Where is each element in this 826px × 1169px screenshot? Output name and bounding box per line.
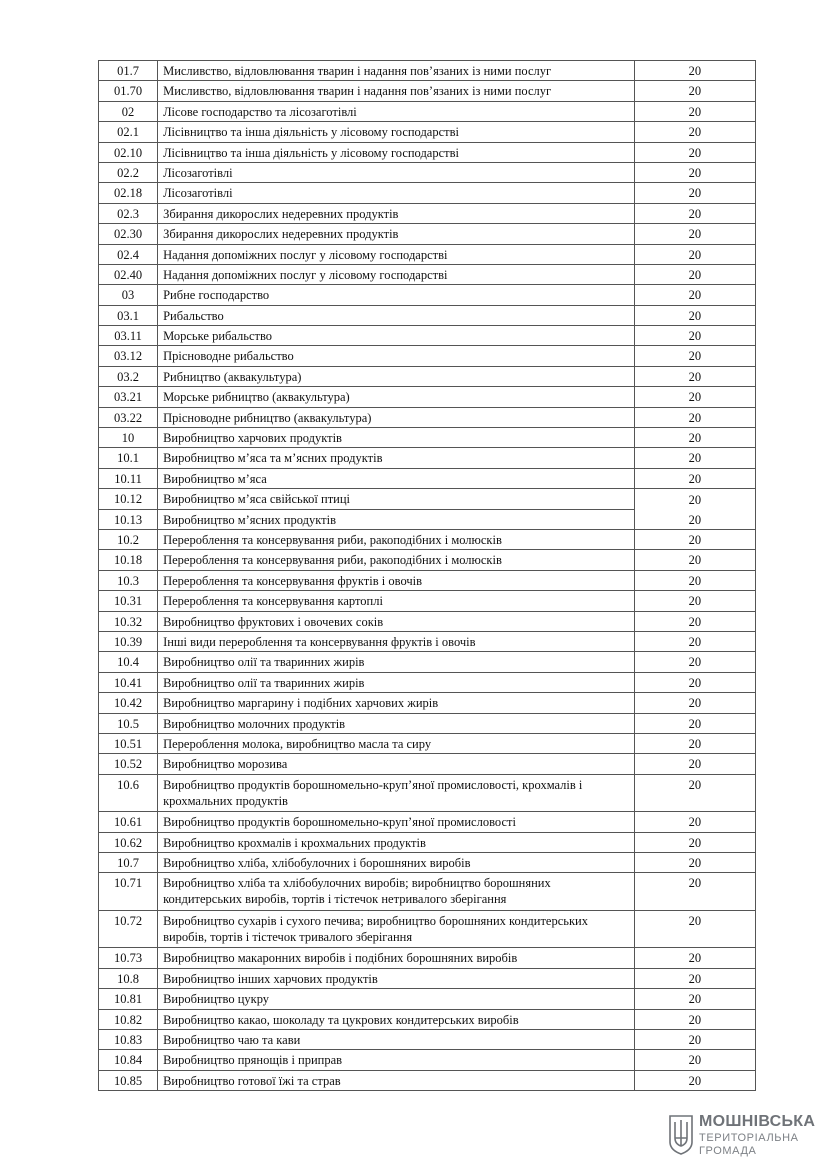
row-code: 02.1 [99,122,158,142]
row-rate: 20 [634,244,755,264]
row-rate: 20 [634,224,755,244]
row-rate: 20 [634,1070,755,1090]
row-rate: 20 [634,968,755,988]
row-code: 02 [99,101,158,121]
row-rate: 20 [634,1029,755,1049]
table-row [99,968,756,988]
row-rate: 20 [634,264,755,284]
table-row [99,652,756,672]
row-name: Виробництво цукру [158,989,635,1009]
row-name: Перероблення та консервування риби, ракоподібних і молюсків [158,550,635,570]
row-name: Рибальство [158,305,635,325]
table-row [99,733,756,753]
table-row [99,611,756,631]
row-name: Виробництво олії та тваринних жирів [158,652,635,672]
row-name: Виробництво готової їжі та страв [158,1070,635,1090]
row-code: 10.18 [99,550,158,570]
row-name: Виробництво продуктів борошномельно-круп’яної промисловості, крохмалів і крохмальних продуктів [158,774,635,812]
row-code: 10.1 [99,448,158,468]
table-row [99,672,756,692]
row-rate: 20 [634,326,755,346]
row-name: Перероблення та консервування риби, ракоподібних і молюсків [158,529,635,549]
row-code: 10.41 [99,672,158,692]
table-row [99,1009,756,1029]
row-rate: 20 [634,468,755,488]
row-name: Морське рибальство [158,326,635,346]
row-name: Виробництво маргарину і подібних харчових жирів [158,693,635,713]
row-rate: 20 [634,203,755,223]
trident-icon [668,1112,694,1156]
row-name: Лісівництво та інша діяльність у лісовому господарстві [158,142,635,162]
row-name: Виробництво м’ясних продуктів [158,509,635,529]
row-rate: 20 [634,162,755,182]
row-code: 10.7 [99,852,158,872]
row-rate: 20 [634,407,755,427]
logo-title: МОШНІВСЬКА [699,1113,816,1130]
row-name: Рибне господарство [158,285,635,305]
table-row [99,183,756,203]
row-code: 10.71 [99,873,158,911]
table-row [99,570,756,590]
table-row [99,428,756,448]
row-code: 10.61 [99,812,158,832]
row-code: 10.52 [99,754,158,774]
row-rate: 20 [634,812,755,832]
table-row [99,244,756,264]
row-rate: 20 [634,873,755,911]
table-row [99,203,756,223]
row-code: 10.72 [99,910,158,948]
community-logo [668,1112,816,1162]
row-name: Виробництво фруктових і овочевих соків [158,611,635,631]
table-row [99,101,756,121]
row-rate: 20 [634,672,755,692]
table-row [99,346,756,366]
row-code: 10.51 [99,733,158,753]
row-name: Виробництво хліба, хлібобулочних і борошняних виробів [158,852,635,872]
row-name: Рибництво (аквакультура) [158,366,635,386]
row-name: Лісівництво та інша діяльність у лісовому господарстві [158,122,635,142]
row-rate: 20 [634,989,755,1009]
row-name: Надання допоміжних послуг у лісовому господарстві [158,264,635,284]
row-name: Перероблення та консервування картоплі [158,591,635,611]
table-row [99,1029,756,1049]
row-code: 10 [99,428,158,448]
row-name: Надання допоміжних послуг у лісовому господарстві [158,244,635,264]
row-rate: 20 [634,142,755,162]
row-rate: 20 [634,570,755,590]
table-row [99,224,756,244]
row-name: Виробництво м’яса свійської птиці [158,489,635,509]
row-rate: 20 [634,550,755,570]
row-code: 03.2 [99,366,158,386]
row-rate: 20 [634,346,755,366]
row-code: 10.73 [99,948,158,968]
table-row [99,264,756,284]
row-rate: 20 [634,122,755,142]
row-code: 10.62 [99,832,158,852]
table-row [99,326,756,346]
table-row [99,852,756,872]
table-row [99,142,756,162]
row-name: Виробництво молочних продуктів [158,713,635,733]
row-code: 02.2 [99,162,158,182]
table-row [99,81,756,101]
row-name: Інші види перероблення та консервування фруктів і овочів [158,631,635,651]
row-code: 10.81 [99,989,158,1009]
row-code: 10.85 [99,1070,158,1090]
row-name: Збирання дикорослих недеревних продуктів [158,224,635,244]
row-name: Перероблення молока, виробництво масла та сиру [158,733,635,753]
row-rate: 20 [634,387,755,407]
row-rate: 20 [634,529,755,549]
row-code: 10.3 [99,570,158,590]
row-name: Перероблення та консервування фруктів і овочів [158,570,635,590]
table-row [99,693,756,713]
row-code: 03.1 [99,305,158,325]
row-code: 01.70 [99,81,158,101]
table-body [99,61,756,1091]
row-name: Виробництво м’яса [158,468,635,488]
row-name: Виробництво олії та тваринних жирів [158,672,635,692]
row-name: Морське рибництво (аквакультура) [158,387,635,407]
row-name: Виробництво какао, шоколаду та цукрових кондитерських виробів [158,1009,635,1029]
row-rate: 20 [634,285,755,305]
row-name: Виробництво сухарів і сухого печива; виробництво борошняних кондитерських виробів, тортів і тістечок тривалого зберігання [158,910,635,948]
row-code: 10.82 [99,1009,158,1029]
table-row [99,754,756,774]
row-rate: 20 [634,591,755,611]
row-code: 10.6 [99,774,158,812]
table-row [99,448,756,468]
table-row [99,873,756,911]
row-name: Виробництво хліба та хлібобулочних виробів; виробництво борошняних кондитерських виробів, тортів і тістечок нетривалого зберігання [158,873,635,911]
row-rate: 20 [634,1050,755,1070]
row-code: 03.12 [99,346,158,366]
table-row [99,468,756,488]
row-rate: 20 [634,910,755,948]
row-code: 02.3 [99,203,158,223]
row-name: Лісове господарство та лісозаготівлі [158,101,635,121]
row-name: Виробництво чаю та кави [158,1029,635,1049]
row-name: Прісноводне рибальство [158,346,635,366]
table-row [99,387,756,407]
row-code: 03.11 [99,326,158,346]
row-name: Лісозаготівлі [158,162,635,182]
table-row [99,591,756,611]
row-code: 02.18 [99,183,158,203]
row-rate: 20 [634,774,755,812]
row-code: 10.83 [99,1029,158,1049]
row-rate: 20 [634,366,755,386]
row-rate: 20 [634,733,755,753]
row-code: 10.39 [99,631,158,651]
row-name: Виробництво макаронних виробів і подібних борошняних виробів [158,948,635,968]
row-rate [634,489,755,530]
row-code: 02.40 [99,264,158,284]
table-row [99,948,756,968]
logo-subtitle: ТЕРИТОРІАЛЬНА [699,1132,799,1144]
row-code: 10.2 [99,529,158,549]
table-row [99,489,756,509]
row-name: Виробництво прянощів і приправ [158,1050,635,1070]
logo-subtitle-2: ГРОМАДА [699,1145,757,1157]
row-code: 10.84 [99,1050,158,1070]
row-rate: 20 [634,713,755,733]
row-rate-value: 20 [688,513,702,528]
row-name: Лісозаготівлі [158,183,635,203]
codes-table [98,60,756,1091]
row-name: Виробництво харчових продуктів [158,428,635,448]
row-rate: 20 [634,101,755,121]
row-rate: 20 [634,428,755,448]
row-name: Виробництво крохмалів і крохмальних продуктів [158,832,635,852]
table-row [99,989,756,1009]
row-code: 10.11 [99,468,158,488]
table-row [99,713,756,733]
row-name: Виробництво морозива [158,754,635,774]
row-code: 10.31 [99,591,158,611]
table-row [99,529,756,549]
row-name: Збирання дикорослих недеревних продуктів [158,203,635,223]
row-name: Мисливство, відловлювання тварин і надання пов’язаних із ними послуг [158,81,635,101]
row-rate: 20 [634,754,755,774]
row-code: 10.32 [99,611,158,631]
table-row [99,61,756,81]
row-rate: 20 [634,652,755,672]
row-name: Мисливство, відловлювання тварин і надання пов’язаних із ними послуг [158,61,635,81]
row-code: 02.10 [99,142,158,162]
row-rate: 20 [634,305,755,325]
row-code: 02.30 [99,224,158,244]
table-row [99,366,756,386]
table-row [99,407,756,427]
table-row [99,812,756,832]
row-rate: 20 [634,611,755,631]
row-code: 10.4 [99,652,158,672]
row-rate: 20 [634,832,755,852]
row-code: 10.42 [99,693,158,713]
row-code: 10.5 [99,713,158,733]
row-name: Прісноводне рибництво (аквакультура) [158,407,635,427]
row-name: Виробництво продуктів борошномельно-круп’яної промисловості [158,812,635,832]
row-rate-value: 20 [688,493,702,508]
row-code: 01.7 [99,61,158,81]
row-code: 03.22 [99,407,158,427]
row-rate: 20 [634,448,755,468]
table-row [99,631,756,651]
row-rate: 20 [634,631,755,651]
row-code: 02.4 [99,244,158,264]
row-rate: 20 [634,1009,755,1029]
table-row [99,305,756,325]
row-rate: 20 [634,852,755,872]
table-row [99,774,756,812]
table-row [99,162,756,182]
table-row [99,1050,756,1070]
row-code: 03 [99,285,158,305]
row-rate: 20 [634,693,755,713]
table-row [99,122,756,142]
row-rate: 20 [634,61,755,81]
table-row [99,1070,756,1090]
table-row [99,550,756,570]
row-code: 10.13 [99,509,158,529]
row-code: 03.21 [99,387,158,407]
row-code: 10.8 [99,968,158,988]
table-row [99,832,756,852]
row-rate: 20 [634,183,755,203]
table-row [99,285,756,305]
row-rate: 20 [634,948,755,968]
table-row [99,910,756,948]
row-name: Виробництво м’яса та м’ясних продуктів [158,448,635,468]
row-code: 10.12 [99,489,158,509]
row-rate: 20 [634,81,755,101]
row-name: Виробництво інших харчових продуктів [158,968,635,988]
